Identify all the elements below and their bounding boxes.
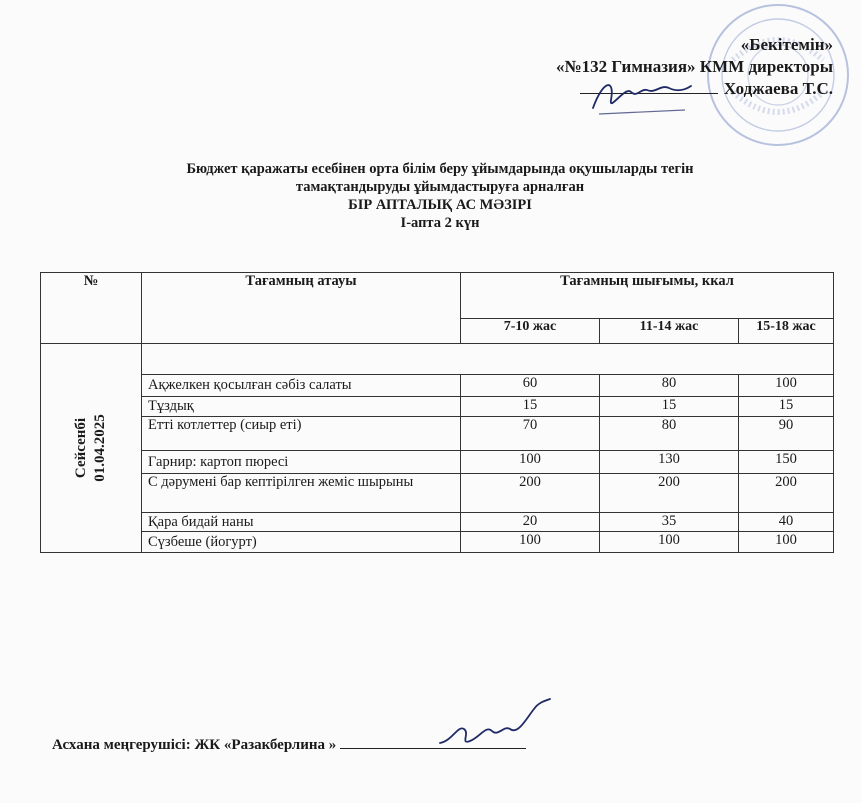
yield-11-14: 80 bbox=[600, 417, 739, 451]
director-signature-icon bbox=[585, 70, 695, 120]
table-row bbox=[41, 375, 834, 397]
table-spacer-row bbox=[41, 344, 834, 375]
day-label bbox=[72, 414, 110, 482]
day-cell bbox=[41, 344, 142, 553]
table-row bbox=[41, 397, 834, 417]
dish-name: Қара бидай наны bbox=[142, 513, 461, 532]
yield-7-10: 70 bbox=[461, 417, 600, 451]
approval-organization: «№132 Гимназия» КММ директоры bbox=[556, 57, 833, 76]
dish-name: С дәрумені бар кептірілген жеміс шырыны bbox=[142, 474, 461, 513]
yield-15-18: 150 bbox=[739, 451, 834, 474]
yield-15-18: 200 bbox=[739, 474, 834, 513]
header-dish-name: Тағамның атауы bbox=[142, 273, 461, 344]
yield-15-18: 100 bbox=[739, 532, 834, 553]
heading-line-2: тамақтандыруды ұйымдастыруға арналған bbox=[295, 179, 585, 195]
dish-name: Гарнир: картоп пюресі bbox=[142, 451, 461, 474]
spacer-cell bbox=[142, 344, 834, 375]
canteen-manager-text: Асхана меңгерушісі: ЖК «Разакберлина » bbox=[52, 737, 337, 753]
director-name: Ходжаева Т.С. bbox=[723, 79, 833, 98]
menu-table bbox=[40, 272, 834, 553]
table-header-row bbox=[41, 273, 834, 319]
dish-name: Ақжелкен қосылған сәбіз салаты bbox=[142, 375, 461, 397]
yield-15-18: 100 bbox=[739, 375, 834, 397]
table-row bbox=[41, 417, 834, 451]
header-number: № bbox=[41, 273, 142, 344]
yield-7-10: 20 bbox=[461, 513, 600, 532]
yield-11-14: 15 bbox=[600, 397, 739, 417]
approval-title: «Бекітемін» bbox=[740, 35, 833, 54]
heading-title: БІР АПТАЛЫҚ АС МӘЗІРІ bbox=[348, 197, 532, 213]
header-age-15-18: 15-18 жас bbox=[739, 319, 834, 344]
day-date: 01.04.2025 bbox=[92, 414, 108, 482]
yield-11-14: 130 bbox=[600, 451, 739, 474]
dish-name: Тұздық bbox=[142, 397, 461, 417]
yield-7-10: 100 bbox=[461, 451, 600, 474]
day-name: Сейсенбі bbox=[73, 417, 89, 479]
heading-week-day: І-апта 2 күн bbox=[400, 215, 480, 231]
table-row bbox=[41, 532, 834, 553]
manager-signature-icon bbox=[430, 695, 560, 755]
yield-15-18: 15 bbox=[739, 397, 834, 417]
document-heading bbox=[90, 160, 790, 232]
yield-7-10: 15 bbox=[461, 397, 600, 417]
yield-15-18: 40 bbox=[739, 513, 834, 532]
yield-11-14: 100 bbox=[600, 532, 739, 553]
dish-name: Етті котлеттер (сиыр еті) bbox=[142, 417, 461, 451]
table-row bbox=[41, 474, 834, 513]
yield-11-14: 80 bbox=[600, 375, 739, 397]
table-row bbox=[41, 513, 834, 532]
header-age-11-14: 11-14 жас bbox=[600, 319, 739, 344]
yield-7-10: 60 bbox=[461, 375, 600, 397]
yield-7-10: 100 bbox=[461, 532, 600, 553]
table-row bbox=[41, 451, 834, 474]
header-age-7-10: 7-10 жас bbox=[461, 319, 600, 344]
header-yield: Тағамның шығымы, ккал bbox=[461, 273, 834, 319]
yield-7-10: 200 bbox=[461, 474, 600, 513]
heading-line-1: Бюджет қаражаты есебінен орта білім беру ұйымдарында оқушыларды тегін bbox=[186, 161, 694, 177]
yield-11-14: 200 bbox=[600, 474, 739, 513]
yield-11-14: 35 bbox=[600, 513, 739, 532]
yield-15-18: 90 bbox=[739, 417, 834, 451]
dish-name: Сүзбеше (йогурт) bbox=[142, 532, 461, 553]
